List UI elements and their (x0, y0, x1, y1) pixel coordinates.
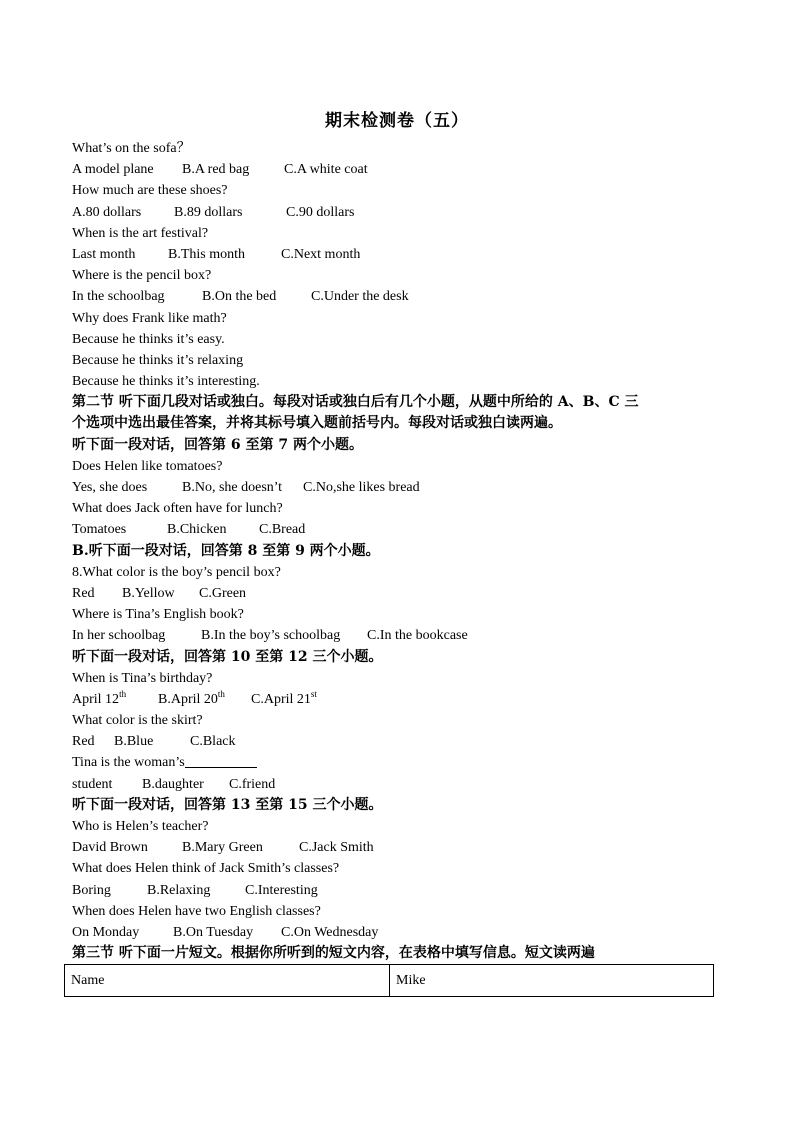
option-a: A.80 dollars (72, 204, 142, 220)
question-2-options (72, 202, 732, 223)
option-b: B.In the boy’s schoolbag (201, 628, 341, 644)
option-c: C.April 21st (251, 688, 317, 707)
option-a: Because he thinks it’s easy. (72, 331, 225, 347)
option-c: C.A white coat (284, 162, 368, 178)
option-a: A model plane (72, 162, 154, 178)
question-8-options (72, 583, 732, 604)
option-a: David Brown (72, 840, 148, 856)
info-table (64, 964, 714, 997)
question-7-options (72, 519, 732, 540)
table-row (65, 965, 714, 997)
question-10-options (72, 689, 732, 710)
option-a: In the schoolbag (72, 289, 165, 305)
question-11-options (72, 731, 732, 752)
section-2-heading-line-2: 个选项中选出最佳答案，并将其标号填入题前括号内。每段对话或独白读两遍。 (72, 415, 562, 432)
option-a: In her schoolbag (72, 628, 166, 644)
question-6: Does Helen like tomatoes? (72, 458, 223, 474)
question-10: When is Tina’s birthday? (72, 670, 213, 686)
dialog-3-heading: 听下面一段对话，回答第 10 至第 12 三个小题。 (72, 648, 383, 665)
question-15: When does Helen have two English classes? (72, 903, 321, 919)
section-2-heading-line-1: 第二节 听下面几段对话或独白。每段对话或独白后有几个小题，从题中所给的 A、B、C 三 (72, 394, 639, 411)
dialog-1-heading: 听下面一段对话，回答第 6 至第 7 两个小题。 (72, 436, 363, 453)
option-a: Red (72, 734, 95, 750)
option-b: B.On the bed (202, 289, 277, 305)
option-b: B.Relaxing (147, 882, 211, 898)
question-8: 8.What color is the boy’s pencil box? (72, 564, 281, 580)
option-a: student (72, 776, 113, 792)
dialog-4-heading: 听下面一段对话，回答第 13 至第 15 三个小题。 (72, 796, 383, 813)
option-c: Because he thinks it’s interesting. (72, 374, 260, 390)
question-9-options (72, 625, 732, 646)
option-c: C.Under the desk (311, 289, 409, 305)
option-a: Boring (72, 882, 111, 898)
option-c: C.Interesting (245, 882, 318, 898)
option-a: April 12th (72, 688, 127, 707)
question-14: What does Helen think of Jack Smith’s classes? (72, 861, 340, 877)
option-b: B.Yellow (122, 585, 175, 601)
question-3-options (72, 244, 732, 265)
question-11: What color is the skirt? (72, 713, 203, 729)
question-13-options (72, 837, 732, 858)
answer-blank (185, 753, 257, 768)
option-c: C.90 dollars (286, 204, 355, 220)
question-1: What’s on the sofa？ (72, 141, 191, 156)
option-c: C.Bread (259, 522, 306, 538)
option-b: B.Blue (114, 734, 154, 750)
question-7: What does Jack often have for lunch? (72, 501, 283, 517)
option-a: Last month (72, 246, 136, 262)
option-b: Because he thinks it’s relaxing (72, 352, 244, 368)
option-a: Red (72, 585, 95, 601)
option-b: B.Chicken (167, 522, 227, 538)
option-c: C.Jack Smith (299, 840, 374, 856)
option-b: B.This month (168, 246, 246, 262)
question-12-options (72, 774, 732, 795)
question-1-options (72, 159, 732, 180)
option-b: B.daughter (142, 776, 204, 792)
question-6-options (72, 477, 732, 498)
option-c: C.Next month (281, 246, 361, 262)
option-b: B.Mary Green (182, 840, 263, 856)
question-9: Where is Tina’s English book? (72, 607, 244, 623)
option-c: C.On Wednesday (281, 924, 379, 940)
option-c: C.No,she likes bread (303, 480, 420, 495)
option-b: B.April 20th (158, 688, 225, 707)
table-cell-value: Mike (390, 965, 714, 997)
table-cell-label: Name (65, 965, 390, 997)
section-3-heading: 第三节 听下面一片短文。根据你所听到的短文内容，在表格中填写信息。短文读两遍 (72, 945, 595, 962)
option-a: On Monday (72, 924, 140, 940)
question-15-options (72, 922, 732, 943)
question-5: Why does Frank like math? (72, 310, 227, 326)
option-a: Tomatoes (72, 522, 127, 538)
page-title: 期末检测卷（五） (325, 111, 469, 131)
question-14-options (72, 880, 732, 901)
dialog-2-heading: B.听下面一段对话，回答第 8 至第 9 两个小题。 (72, 542, 380, 559)
question-list (72, 138, 732, 964)
question-4-options (72, 286, 732, 307)
question-2: How much are these shoes? (72, 183, 228, 199)
option-c: C.In the bookcase (367, 628, 468, 644)
option-c: C.Green (199, 585, 247, 601)
option-c: C.Black (190, 734, 236, 750)
question-12: Tina is the woman’s (72, 752, 732, 773)
option-b: B.No, she doesn’t (182, 480, 283, 495)
option-b: B.On Tuesday (173, 924, 254, 940)
option-a: Yes, she does (72, 480, 148, 495)
question-4: Where is the pencil box? (72, 268, 212, 284)
option-c: C.friend (229, 776, 276, 792)
option-b: B.A red bag (182, 162, 250, 178)
question-3: When is the art festival? (72, 225, 209, 241)
option-b: B.89 dollars (174, 204, 243, 220)
question-13: Who is Helen’s teacher? (72, 819, 209, 834)
